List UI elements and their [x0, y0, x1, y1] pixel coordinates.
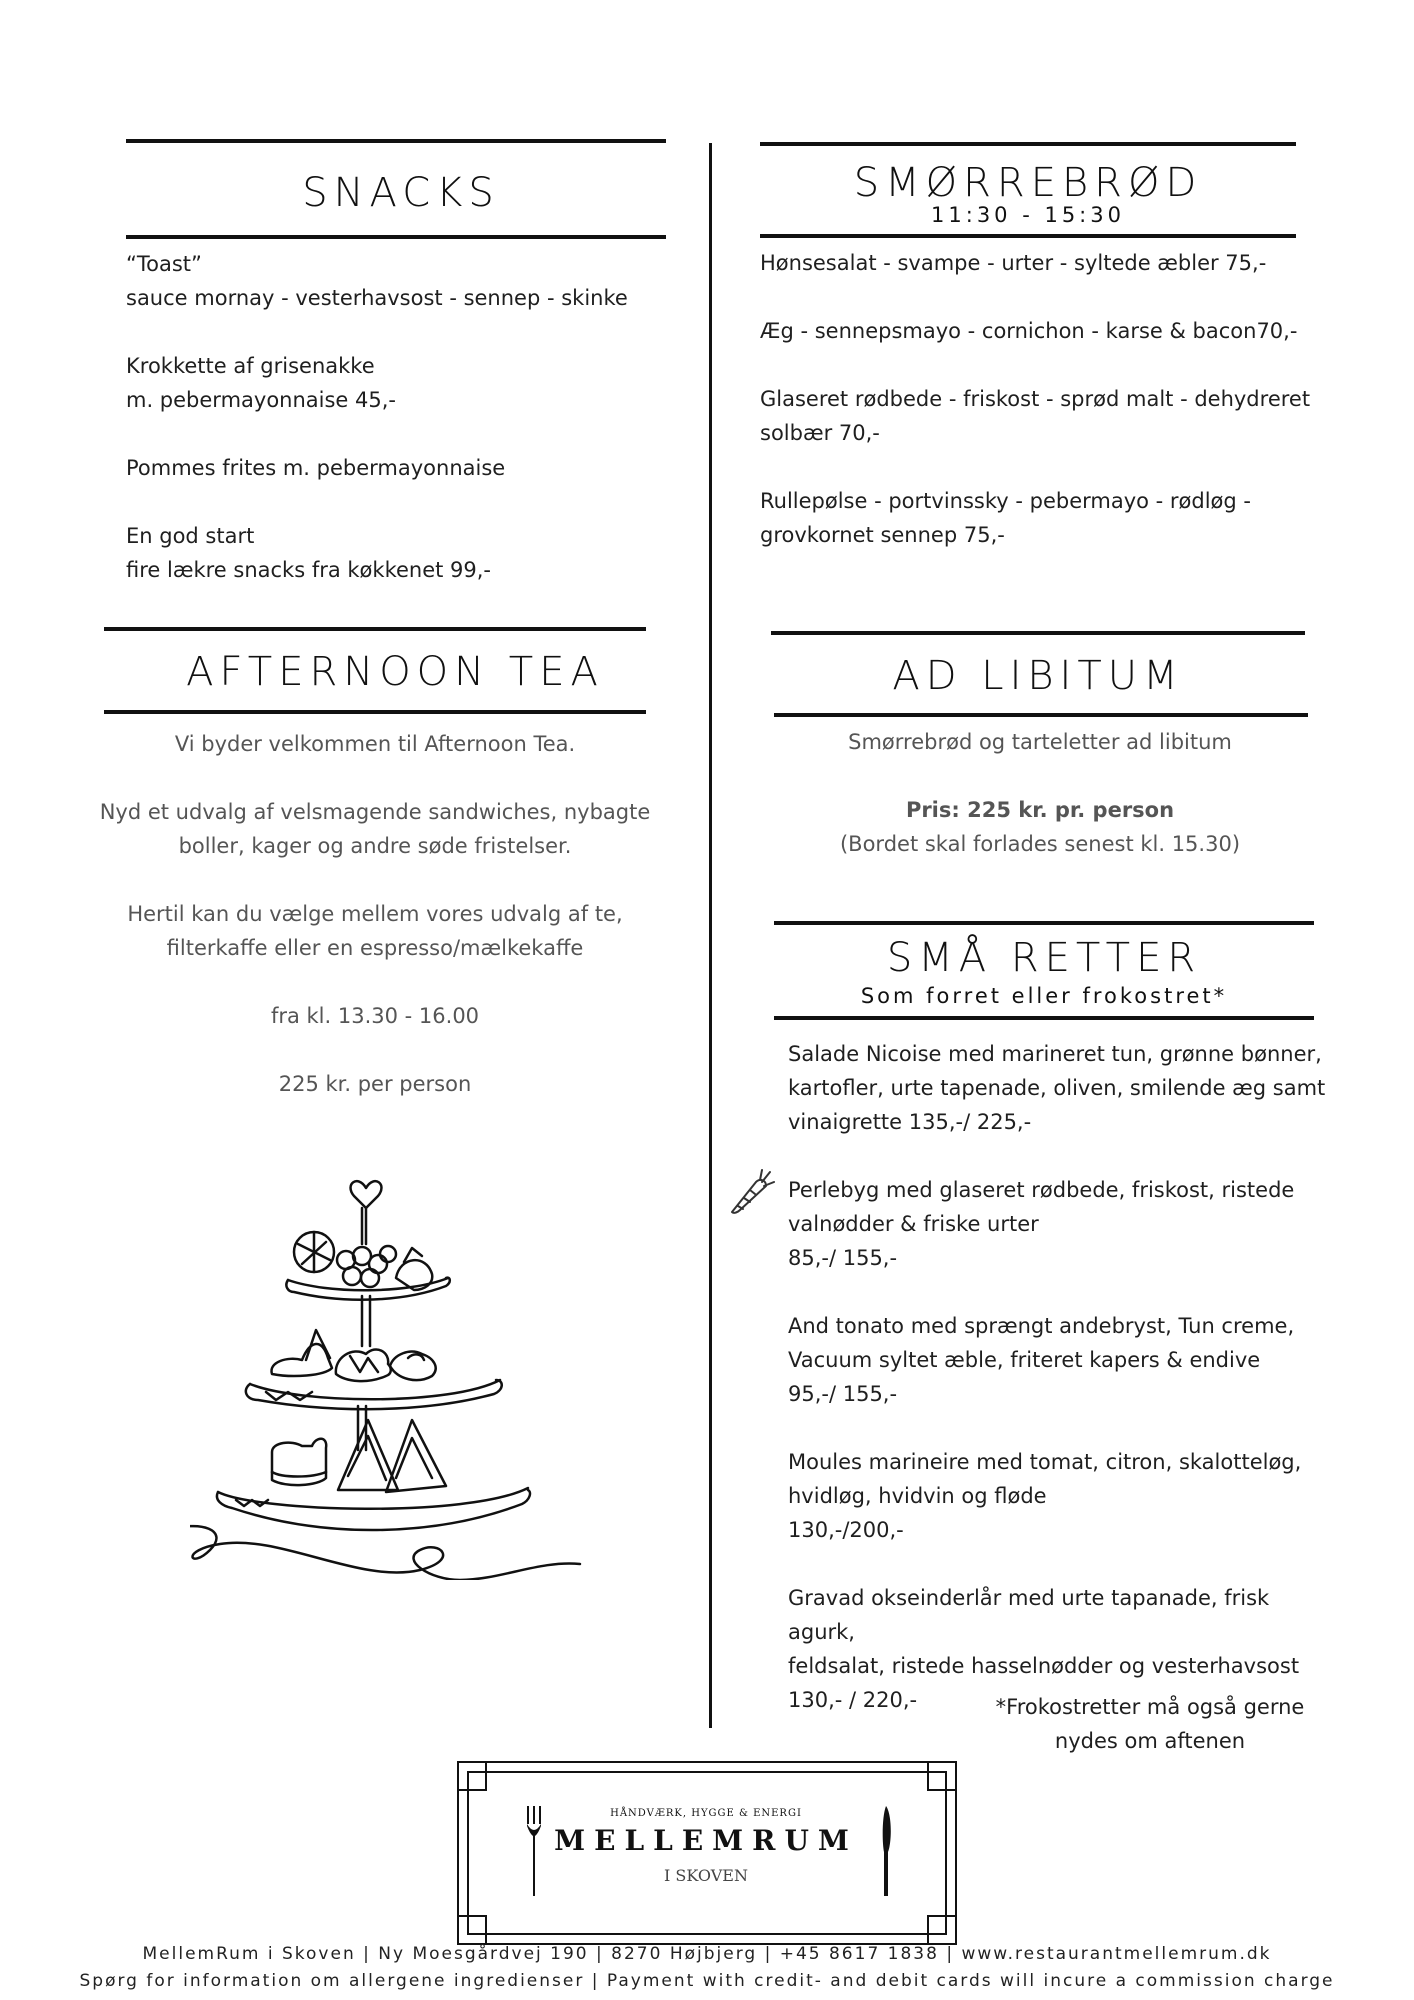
logo-tagline: HÅNDVÆRK, HYGGE & ENERGI	[610, 1808, 802, 1819]
item-detail: m. pebermayonnaise 45,-	[126, 388, 397, 412]
smorrebrod-top-rule	[760, 142, 1296, 146]
menu-item	[126, 247, 686, 315]
item-line: Vacuum syltet æble, friteret kapers & endive	[788, 1348, 1261, 1372]
logo-subname: I SKOVEN	[664, 1866, 748, 1885]
tea-paragraph	[90, 1067, 660, 1101]
tea-line: 225 kr. per person	[278, 1072, 472, 1096]
column-divider	[709, 143, 712, 1728]
afternoon-tea-bottom-rule	[104, 710, 646, 714]
menu-item	[760, 246, 1320, 280]
footnote	[960, 1690, 1340, 1758]
tea-paragraph	[90, 795, 660, 863]
menu-item	[788, 1445, 1328, 1547]
tea-line: Vi byder velkommen til Afternoon Tea.	[174, 732, 576, 756]
smorrebrod-title: SMØRREBRØD	[853, 160, 1203, 206]
item-name: Rullepølse - portvinssky - pebermayo - rødløg -	[760, 489, 1251, 513]
tea-paragraph	[90, 897, 660, 965]
item-line: Perlebyg med glaseret rødbede, friskost, ristede	[788, 1178, 1295, 1202]
snacks-list	[126, 247, 686, 621]
footer-note: Spørg for information om allergene ingredienser | Payment with credit- and debit cards will incure a commission charge	[79, 1971, 1335, 1991]
snacks-title: SNACKS	[302, 170, 500, 216]
footnote-line: *Frokostretter må også gerne	[995, 1695, 1305, 1719]
carrot-icon	[726, 1168, 776, 1218]
ad-libitum-description: Smørrebrød og tarteletter ad libitum	[848, 730, 1232, 754]
ad-libitum-price: Pris: 225 kr. pr. person	[905, 798, 1175, 822]
tea-line: filterkaffe eller en espresso/mælkekaffe	[166, 936, 584, 960]
footnote-line: nydes om aftenen	[1054, 1729, 1246, 1753]
menu-item	[126, 451, 686, 485]
item-line: Salade Nicoise med marineret tun, grønne bønner,	[788, 1042, 1322, 1066]
ad-libitum-text	[760, 725, 1320, 861]
item-detail: fire lækre snacks fra køkkenet 99,-	[126, 558, 492, 582]
item-name: Pommes frites m. pebermayonnaise	[126, 456, 506, 480]
item-detail: grovkornet sennep 75,-	[760, 523, 1005, 547]
tea-line: Nyd et udvalg af velsmagende sandwiches, nybagte	[99, 800, 651, 824]
tea-line: boller, kager og andre søde fristelser.	[178, 834, 572, 858]
tea-paragraph	[90, 999, 660, 1033]
item-line: feldsalat, ristede hasselnødder og vesterhavsost	[788, 1654, 1300, 1678]
smorrebrod-hours: 11:30 - 15:30	[931, 203, 1125, 227]
cake-stand-icon	[190, 1160, 590, 1580]
item-line: hvidløg, hvidvin og fløde	[788, 1484, 1047, 1508]
sma-retter-subtitle: Som forret eller frokostret*	[860, 984, 1228, 1008]
afternoon-tea-top-rule	[104, 627, 646, 631]
item-price: 95,-/ 155,-	[788, 1382, 898, 1406]
item-price: vinaigrette 135,-/ 225,-	[788, 1110, 1032, 1134]
item-detail: sauce mornay - vesterhavsost - sennep - skinke	[126, 286, 628, 310]
ad-libitum-note: (Bordet skal forlades senest kl. 15.30)	[839, 832, 1241, 856]
snacks-bottom-rule	[126, 235, 666, 239]
tea-line: fra kl. 13.30 - 16.00	[270, 1004, 480, 1028]
tea-paragraph	[90, 727, 660, 761]
afternoon-tea-title: AFTERNOON TEA	[186, 649, 604, 695]
sma-retter-bottom-rule	[774, 1016, 1314, 1020]
item-price: 85,-/ 155,-	[788, 1246, 898, 1270]
item-name: Æg - sennepsmayo - cornichon - karse & bacon70,-	[760, 319, 1298, 343]
ad-libitum-bottom-rule	[774, 713, 1308, 717]
sma-retter-list	[788, 1037, 1328, 1717]
item-name: Hønsesalat - svampe - urter - syltede æbler 75,-	[760, 251, 1267, 275]
smorrebrod-list	[760, 246, 1320, 586]
item-name: “Toast”	[126, 252, 202, 276]
item-name: Glaseret rødbede - friskost - sprød malt - dehydreret	[760, 387, 1311, 411]
menu-item	[126, 349, 686, 417]
sma-retter-top-rule	[774, 921, 1314, 925]
menu-item	[126, 519, 686, 587]
item-line: valnødder & friske urter	[788, 1212, 1039, 1236]
item-price: 130,-/200,-	[788, 1518, 904, 1542]
tea-line: Hertil kan du vælge mellem vores udvalg af te,	[127, 902, 623, 926]
sma-retter-title: SMÅ RETTER	[886, 935, 1202, 981]
snacks-top-rule	[126, 139, 666, 143]
ad-libitum-top-rule	[771, 631, 1305, 635]
smorrebrod-bottom-rule	[760, 234, 1296, 238]
menu-item	[760, 314, 1320, 348]
item-name: Krokkette af grisenakke	[126, 354, 375, 378]
item-price: 130,- / 220,-	[788, 1688, 918, 1712]
logo-name: MELLEMRUM	[554, 1824, 858, 1857]
menu-item	[788, 1173, 1328, 1275]
menu-item	[788, 1309, 1328, 1411]
item-line: kartofler, urte tapenade, oliven, smilende æg samt	[788, 1076, 1326, 1100]
item-line: Gravad okseinderlår med urte tapanade, frisk agurk,	[788, 1586, 1270, 1644]
menu-item	[760, 382, 1320, 450]
ad-libitum-title: AD LIBITUM	[892, 653, 1184, 699]
footer-address: MellemRum i Skoven | Ny Moesgårdvej 190 | 8270 Højbjerg | +45 8617 1838 | www.restaurantmellemrum.dk	[142, 1944, 1272, 1964]
knife-icon	[876, 1806, 896, 1896]
afternoon-tea-text	[90, 727, 660, 1135]
item-name: En god start	[126, 524, 255, 548]
item-detail: solbær 70,-	[760, 421, 880, 445]
item-line: Moules marineire med tomat, citron, skalotteløg,	[788, 1450, 1302, 1474]
item-line: And tonato med sprængt andebryst, Tun creme,	[788, 1314, 1295, 1338]
menu-item	[788, 1037, 1328, 1139]
menu-item	[760, 484, 1320, 552]
